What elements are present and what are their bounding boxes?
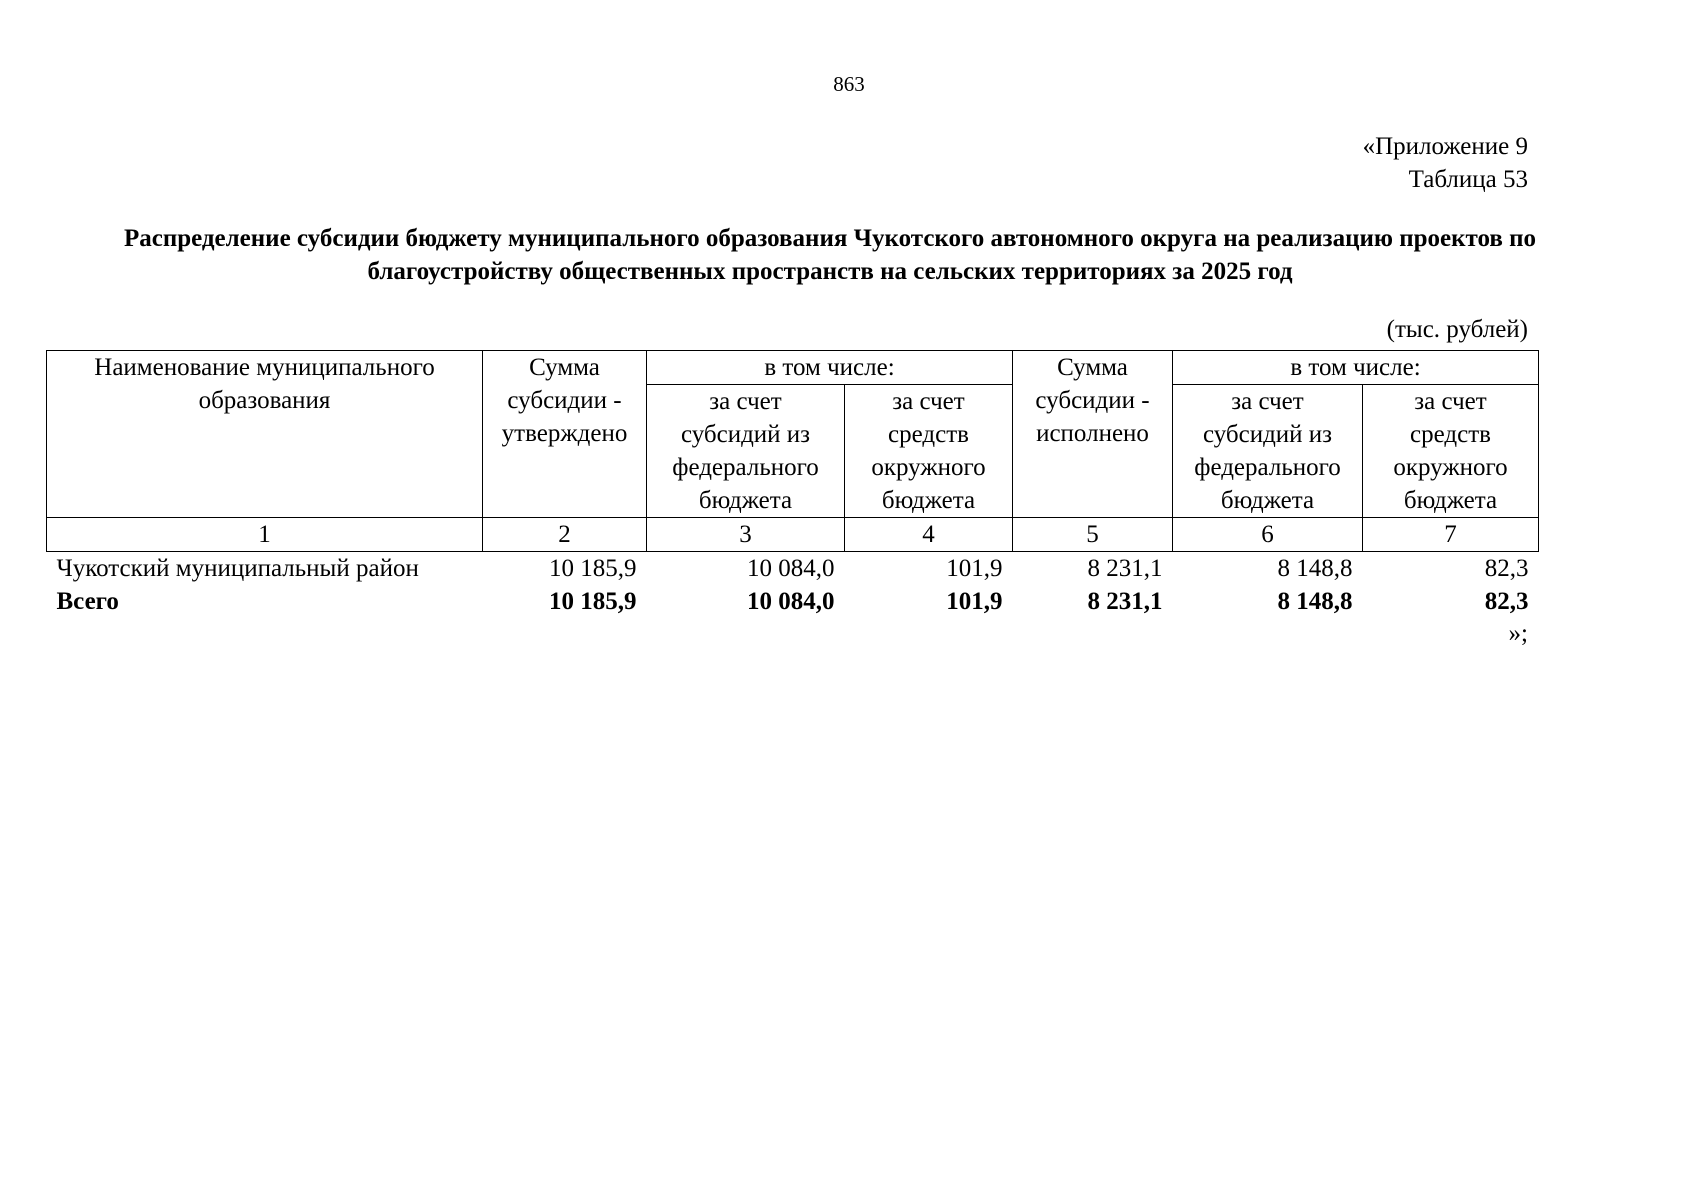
row-value: 101,9 [946, 555, 1003, 582]
column-number: 1 [47, 518, 483, 552]
row-value: 10 084,0 [747, 555, 835, 582]
total-value: 8 231,1 [1087, 588, 1163, 615]
header-including-approved: в том числе: [647, 351, 1013, 385]
table-number: Таблица 53 [1408, 166, 1528, 193]
appendix-line: «Приложение 9 [1362, 133, 1528, 160]
header-district-executed: за счет средств окружного бюджета [1363, 385, 1539, 518]
row-value: 8 148,8 [1277, 555, 1353, 582]
header-sum-executed: Сумма субсидии - исполнено [1013, 351, 1173, 518]
total-row [47, 585, 1539, 618]
page-number: 863 [833, 72, 865, 96]
total-value: 10 185,9 [549, 588, 637, 615]
header-district-approved: за счет средств окружного бюджета [845, 385, 1013, 518]
header-including-executed: в том числе: [1173, 351, 1539, 385]
column-number: 2 [483, 518, 647, 552]
header-federal-executed: за счет субсидий из федерального бюджета [1173, 385, 1363, 518]
header-name: Наименование муниципального образования [47, 351, 483, 518]
total-value: 101,9 [946, 588, 1003, 615]
document-title: Распределение субсидии бюджету муниципального образования Чукотского автономного округа на реализацию проектов по благоустройству общественных пространств на сельских территориях за 2025 год [123, 225, 1537, 285]
column-number: 7 [1363, 518, 1539, 552]
subsidy-table [46, 350, 1539, 618]
total-value: 10 084,0 [747, 588, 835, 615]
column-number: 3 [647, 518, 845, 552]
header-sum-approved: Сумма субсидии - утверждено [483, 351, 647, 518]
header-federal-approved: за счет субсидий из федерального бюджета [647, 385, 845, 518]
column-number: 4 [845, 518, 1013, 552]
appendix-label [1363, 130, 1528, 196]
column-number: 5 [1013, 518, 1173, 552]
column-number: 6 [1173, 518, 1363, 552]
closing-quote: »; [1508, 620, 1528, 647]
total-value: 8 148,8 [1277, 588, 1353, 615]
row-name: Чукотский муниципальный район [56, 555, 419, 582]
table-row [47, 552, 1539, 586]
row-value: 82,3 [1484, 555, 1529, 582]
row-value: 8 231,1 [1087, 555, 1163, 582]
row-value: 10 185,9 [549, 555, 637, 582]
total-value: 82,3 [1484, 588, 1529, 615]
units-label: (тыс. рублей) [1386, 316, 1528, 343]
total-label: Всего [56, 588, 119, 615]
